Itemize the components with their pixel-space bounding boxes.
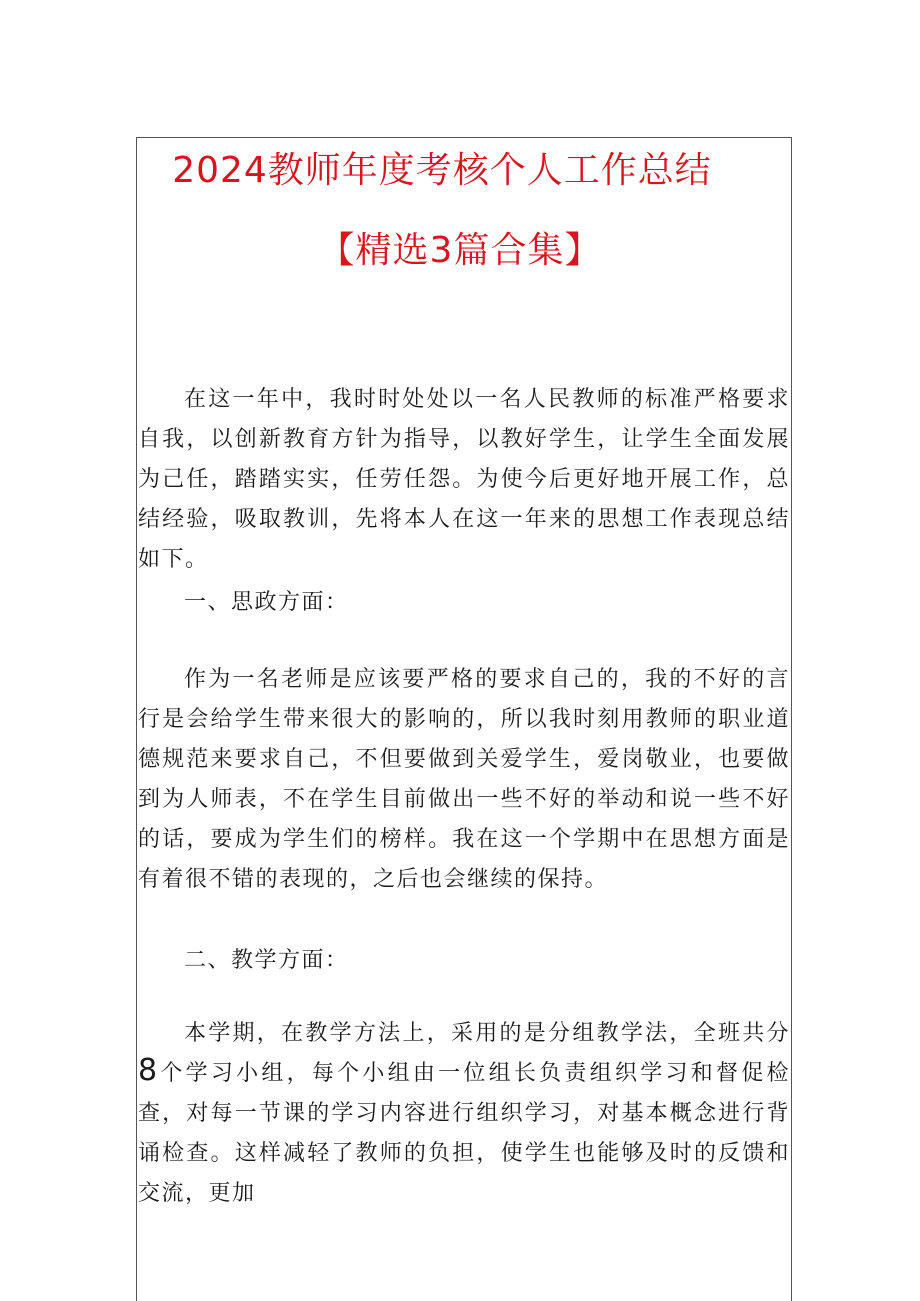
intro-paragraph: 在这一年中，我时时处处以一名人民教师的标准严格要求自我，以创新教育方针为指导，以教好学生，让学生全面发展为己任，踏踏实实，任劳任怨。为使今后更好地开展工作，总结经验，吸取教训，先将本人在这一年来的思想工作表现总结如下。	[138, 387, 790, 572]
document-title: 2024教师年度考核个人工作总结	[172, 150, 712, 191]
section-heading-politics: 一、思政方面：	[184, 590, 349, 615]
section-paragraph-teaching	[138, 1014, 790, 1214]
teaching-text-after: 个学习小组，每个小组由一位组长负责组织学习和督促检查，对每一节课的学习内容进行组织学习，对基本概念进行背诵检查。这样减轻了教师的负担，使学生也能够及时的反馈和交流，更加	[138, 1061, 790, 1206]
document-subtitle: 【精选3篇合集】	[318, 230, 602, 271]
section-paragraph-politics: 作为一名老师是应该要严格的要求自己的，我的不好的言行是会给学生带来很大的影响的，所以我时刻用教师的职业道德规范来要求自己，不但要做到关爱学生，爱岗敬业，也要做到为人师表，不在学生目前做出一些不好的举动和说一些不好的话，要成为学生们的榜样。我在这一个学期中在思想方面是有着很不错的表现的，之后也会继续的保持。	[138, 667, 790, 892]
teaching-text-before: 本学期，在教学方法上，采用的是分组教学法，全班共分	[184, 1021, 790, 1046]
group-count: 8	[138, 1053, 159, 1088]
section-heading-teaching: 二、教学方面：	[184, 948, 349, 973]
